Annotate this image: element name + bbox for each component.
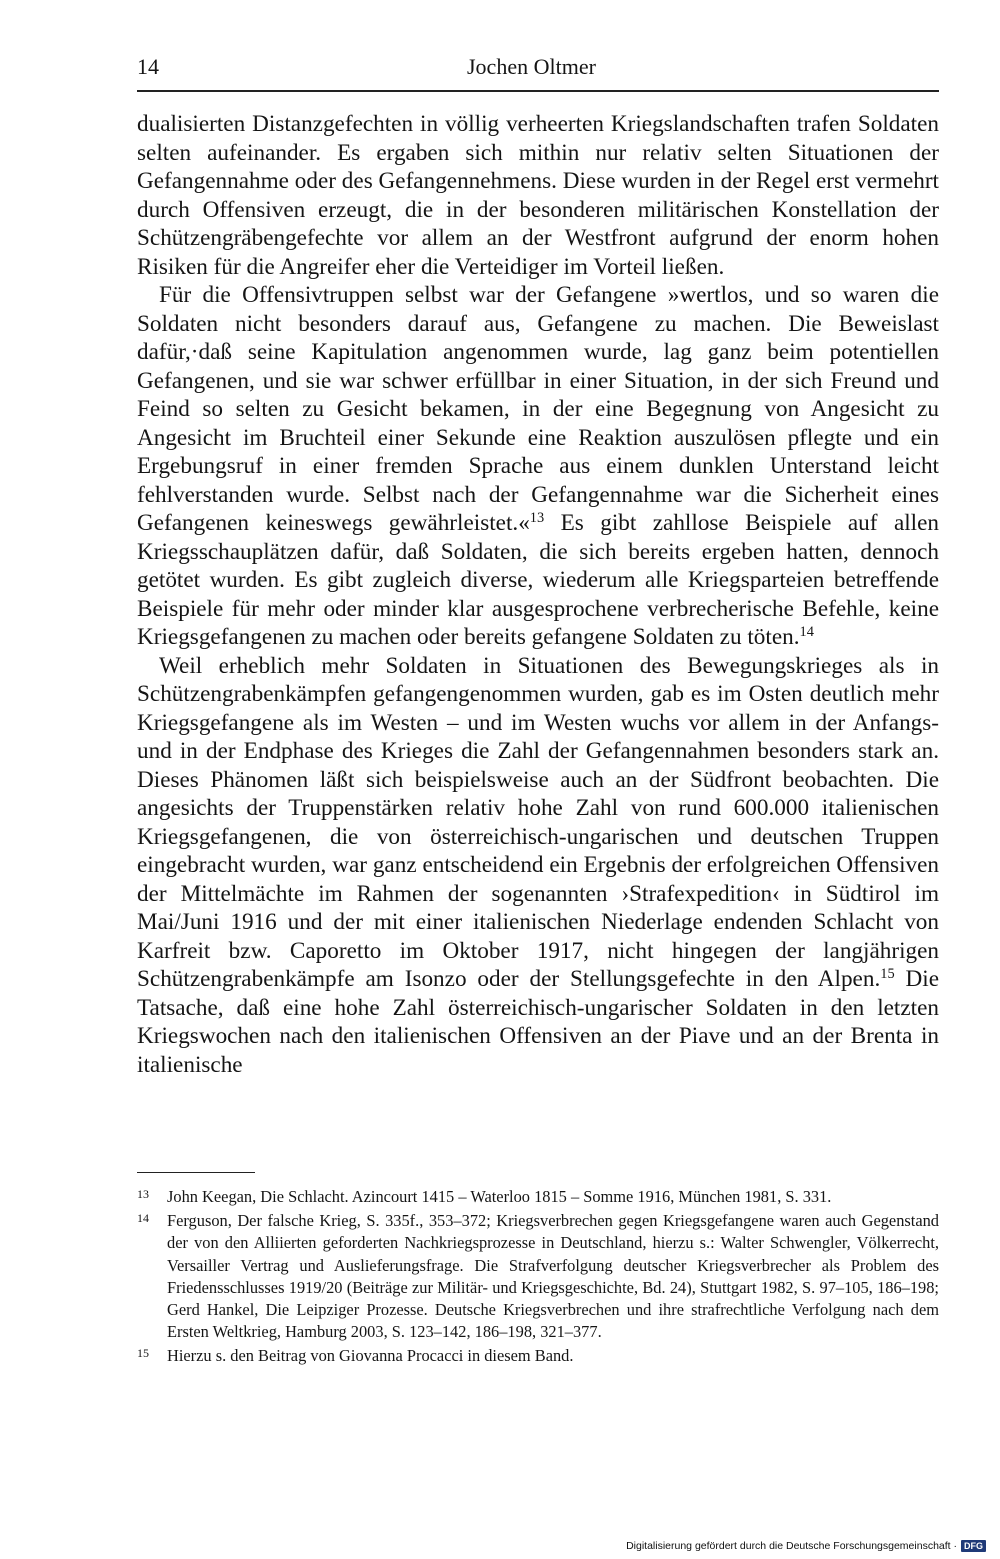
footnote-ref-13: 13 (529, 510, 545, 527)
paragraph-3-text: Weil erheblich mehr Soldaten in Situationen des Bewegungskrieges als in Schützengrabenkämpfen gefangengenommen wurden, gab es im Osten deutlich mehr Kriegsgefangene als im Westen – und im Westen wuchs vor allem in der Anfangs- und in der Endphase des Krieges die Zahl der Gefangennahmen besonders stark an. Dieses Phänomen läßt sich beispielsweise auch an der Südfront beobachten. Die angesichts der Truppenstärken relativ hohe Zahl von rund 600.000 italienischen Kriegsgefangenen, die von österreichisch-ungarischen und deutschen Truppen eingebracht wurden, war ganz entscheidend ein Ergebnis der erfolgreichen Offensiven der Mittelmächte im Rahmen der sogenannten ›Strafexpedition‹ in Südtirol im Mai/Juni 1916 und der mit einer italienischen Niederlage endenden Schlacht von Karfreit bzw. Caporetto im Oktober 1917, nicht hingegen der langjährigen Schützengrabenkämpfe am Isonzo oder der Stellungsgefechte in den Alpen. (137, 652, 939, 992)
running-head-author: Jochen Oltmer (467, 54, 596, 79)
header-rule (137, 90, 939, 92)
footnote-rule (137, 1172, 255, 1173)
footnote-15 (137, 1345, 939, 1367)
body-text (137, 110, 939, 1079)
footnote-text: John Keegan, Die Schlacht. Azincourt 1415 – Waterloo 1815 – Somme 1916, München 1981, S. 331. (167, 1187, 832, 1206)
credit-text: Digitalisierung gefördert durch die Deutsche Forschungsgemeinschaft · (626, 1540, 957, 1552)
page-number: 14 (137, 54, 159, 79)
paragraph-2-continuation: Es gibt zahllose Beispiele auf allen Kriegsschauplätzen dafür, daß Soldaten, die sich bereits ergeben hatten, dennoch getötet wurden. Es gibt zugleich diverse, wiederum alle Kriegsparteien betreffende Beispiele für mehr oder minder klar ausgesprochene verbrecherische Befehle, keine Kriegsgefangenen zu machen oder bereits gefangene Soldaten zu töten. (137, 510, 940, 650)
footnote-number: 14 (137, 1211, 149, 1226)
footnote-ref-15: 15 (880, 966, 895, 983)
footnote-number: 15 (137, 1346, 149, 1361)
footnote-14 (137, 1210, 939, 1343)
footnote-text: Ferguson, Der falsche Krieg, S. 335f., 353–372; Kriegsverbrechen gegen Kriegsgefangene waren auch Gegenstand der von den Alliierten geforderten Nachkriegsprozesse in Deutschland, hierzu s.: Walter Schwengler, Völkerrecht, Versailler Vertrag und Auslieferungsfrage. Die Strafverfolgung deutscher Kriegsverbrecher als Problem des Friedensschlusses 1919/20 (Beiträge zur Militär- und Kriegsgeschichte, Bd. 24), Stuttgart 1982, S. 97–105, 186–198; Gerd Hankel, Die Leipziger Prozesse. Deutsche Kriegsverbrechen und ihre strafrechtliche Verfolgung nach dem Ersten Weltkrieg, Hamburg 2003, S. 123–142, 186–198, 321–377. (167, 1211, 939, 1342)
paragraph-1: dualisierten Distanzgefechten in völlig verheerten Kriegslandschaften trafen Soldaten selten aufeinander. Es ergaben sich mithin nur relativ selten Situationen der Gefangennahme oder des Gefangennehmens. Diese wurden in der Regel erst vermehrt durch Offensiven erzeugt, die in der besonderen militärischen Konstellation der Schützengräbengefechte vor allem an der Westfront aufgrund der enorm hohen Risiken für die Angreifer eher die Verteidiger im Vorteil ließen. (137, 111, 939, 280)
footnote-ref-14: 14 (799, 624, 814, 641)
footnote-text: Hierzu s. den Beitrag von Giovanna Procacci in diesem Band. (167, 1346, 574, 1366)
paragraph-3-continuation: Die Tatsache, daß eine hohe Zahl österreichisch-ungarischer Soldaten in den letzten Kriegswochen nach den italienischen Offensiven an der Piave und an der Brenta in italienische (137, 966, 939, 1078)
paragraph-3 (137, 652, 939, 1080)
dfg-logo-icon: DFG (961, 1540, 986, 1552)
paragraph-2 (137, 281, 939, 652)
footnotes (137, 1186, 939, 1370)
page-header (137, 52, 939, 82)
paragraph-2-text: Für die Offensivtruppen selbst war der Gefangene »wertlos, und so waren die Soldaten nicht besonders darauf aus, Gefangene zu machen. Die Beweislast dafür,·daß seine Kapitulation angenommen wurde, lag ganz beim potentiellen Gefangenen, und sie war schwer erfüllbar in einer Situation, in der sich Freund und Feind so selten zu Gesicht bekamen, in der eine Begegnung von Angesicht zu Angesicht im Bruchteil einer Sekunde eine Reaktion auszulösen pflegte und ein Ergebungsruf in einer fremden Sprache aus einem dunklen Unterstand leicht fehlverstanden wurde. Selbst nach der Gefangennahme war die Sicherheit eines Gefangenen keineswegs gewährleistet.« (137, 282, 939, 536)
digitization-credit (626, 1540, 986, 1552)
footnote-number: 13 (137, 1187, 149, 1201)
footnote-13 (137, 1186, 939, 1208)
